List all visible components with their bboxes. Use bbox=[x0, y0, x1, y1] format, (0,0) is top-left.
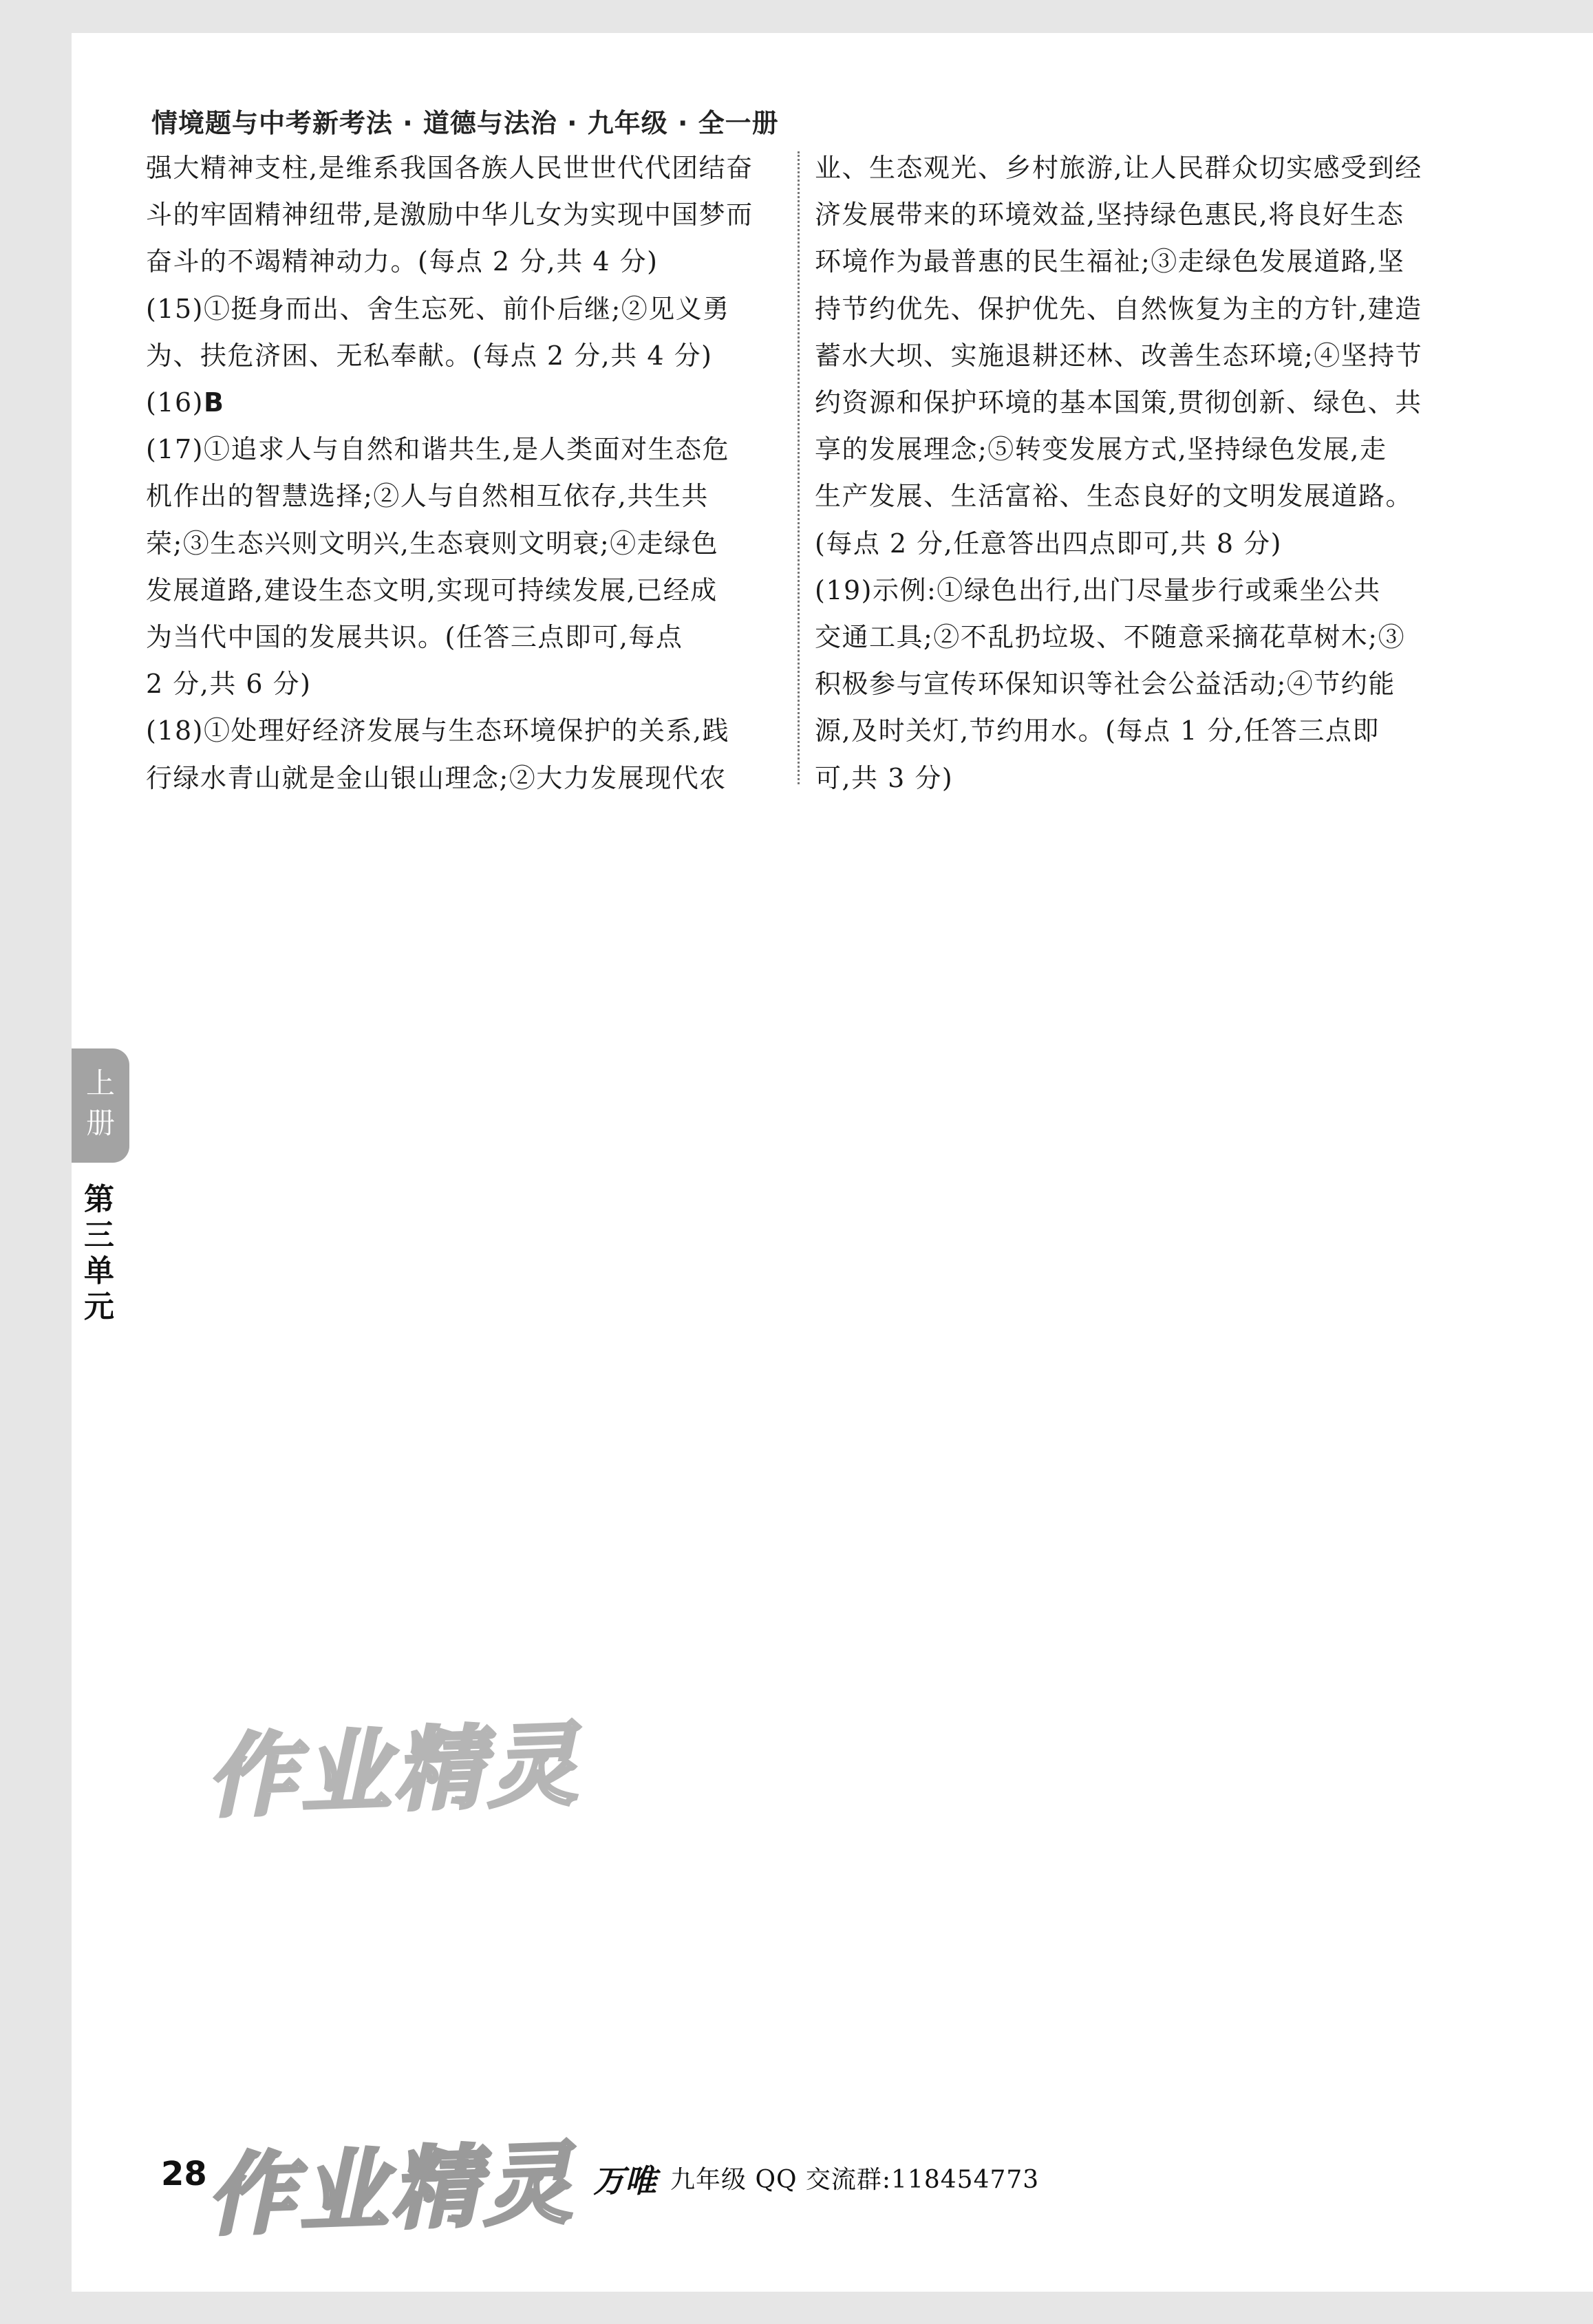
text-line: 强大精神支柱,是维系我国各族人民世世代代团结奋 bbox=[146, 153, 753, 183]
text-line: 业、生态观光、乡村旅游,让人民群众切实感受到经 bbox=[815, 153, 1422, 183]
text-line: 可,共 3 分) bbox=[815, 762, 954, 793]
text-line: 发展道路,建设生态文明,实现可持续发展,已经成 bbox=[146, 574, 718, 605]
answer-16: B bbox=[204, 387, 225, 418]
text-line: 行绿水青山就是金山银山理念;②大力发展现代农 bbox=[146, 762, 727, 793]
unit-label bbox=[77, 1182, 121, 1325]
text-line: 蓄水大坝、实施退耕还林、改善生态环境;④坚持节 bbox=[815, 340, 1423, 371]
text-line: 机作出的智慧选择;②人与自然相互依存,共生共 bbox=[146, 481, 709, 512]
text-line: (18)①处理好经济发展与生态环境保护的关系,践 bbox=[146, 716, 730, 746]
unit-label-char: 元 bbox=[84, 1289, 114, 1324]
text-line: (每点 2 分,任意答出四点即可,共 8 分) bbox=[815, 528, 1282, 559]
right-column bbox=[815, 144, 1455, 801]
text-line: (17)①追求人与自然和谐共生,是人类面对生态危 bbox=[146, 434, 730, 465]
text-line: 斗的牢固精神纽带,是激励中华儿女为实现中国梦而 bbox=[146, 200, 753, 230]
volume-tab-line: 上 bbox=[85, 1066, 115, 1100]
text-line: 享的发展理念;⑤转变发展方式,坚持绿色发展,走 bbox=[815, 434, 1387, 465]
text-line: 环境作为最普惠的民生福祉;③走绿色发展道路,坚 bbox=[815, 246, 1405, 277]
unit-label-char: 三 bbox=[84, 1218, 114, 1253]
text-line: 2 分,共 6 分) bbox=[146, 669, 312, 700]
footer-text: 九年级 QQ 交流群:118454773 bbox=[670, 2166, 1040, 2194]
text-line: 积极参与宣传环保知识等社会公益活动;④节约能 bbox=[815, 669, 1396, 700]
text-line: 约资源和保护环境的基本国策,贯彻创新、绿色、共 bbox=[815, 387, 1422, 418]
question-16-number: (16) bbox=[146, 387, 204, 418]
text-line: (19)示例:①绿色出行,出门尽量步行或乘坐公共 bbox=[815, 574, 1381, 605]
question-16-line bbox=[146, 379, 779, 426]
unit-label-char: 单 bbox=[84, 1254, 114, 1289]
footer-watermark: 作业精灵 bbox=[204, 2132, 577, 2248]
text-line: 济发展带来的环境效益,坚持绿色惠民,将良好生态 bbox=[815, 200, 1404, 230]
text-line: 持节约优先、保护优先、自然恢复为主的方针,建造 bbox=[815, 293, 1422, 324]
text-line: 荣;③生态兴则文明兴,生态衰则文明衰;④走绿色 bbox=[146, 528, 719, 559]
volume-tab-line: 册 bbox=[85, 1106, 115, 1140]
publisher-logo: 万唯 bbox=[593, 2162, 656, 2199]
left-column bbox=[146, 144, 779, 801]
running-header: 情境题与中考新考法 · 道德与法治 · 九年级 · 全一册 bbox=[151, 108, 779, 138]
text-line: 生产发展、生活富裕、生态良好的文明发展道路。 bbox=[815, 481, 1413, 512]
unit-label-char: 第 bbox=[84, 1182, 114, 1217]
volume-tab bbox=[72, 1048, 129, 1163]
text-line: 交通工具;②不乱扔垃圾、不随意采摘花草树木;③ bbox=[815, 622, 1406, 653]
text-line: 奋斗的不竭精神动力。(每点 2 分,共 4 分) bbox=[146, 246, 659, 277]
text-line: 为、扶危济困、无私奉献。(每点 2 分,共 4 分) bbox=[146, 340, 713, 371]
page-number: 28 bbox=[161, 2155, 207, 2193]
column-divider bbox=[798, 151, 800, 784]
text-line: 为当代中国的发展共识。(任答三点即可,每点 bbox=[146, 622, 683, 653]
text-line: (15)①挺身而出、舍生忘死、前仆后继;②见义勇 bbox=[146, 293, 730, 324]
watermark: 作业精灵 bbox=[204, 1712, 583, 1830]
text-line: 源,及时关灯,节约用水。(每点 1 分,任答三点即 bbox=[815, 716, 1380, 746]
